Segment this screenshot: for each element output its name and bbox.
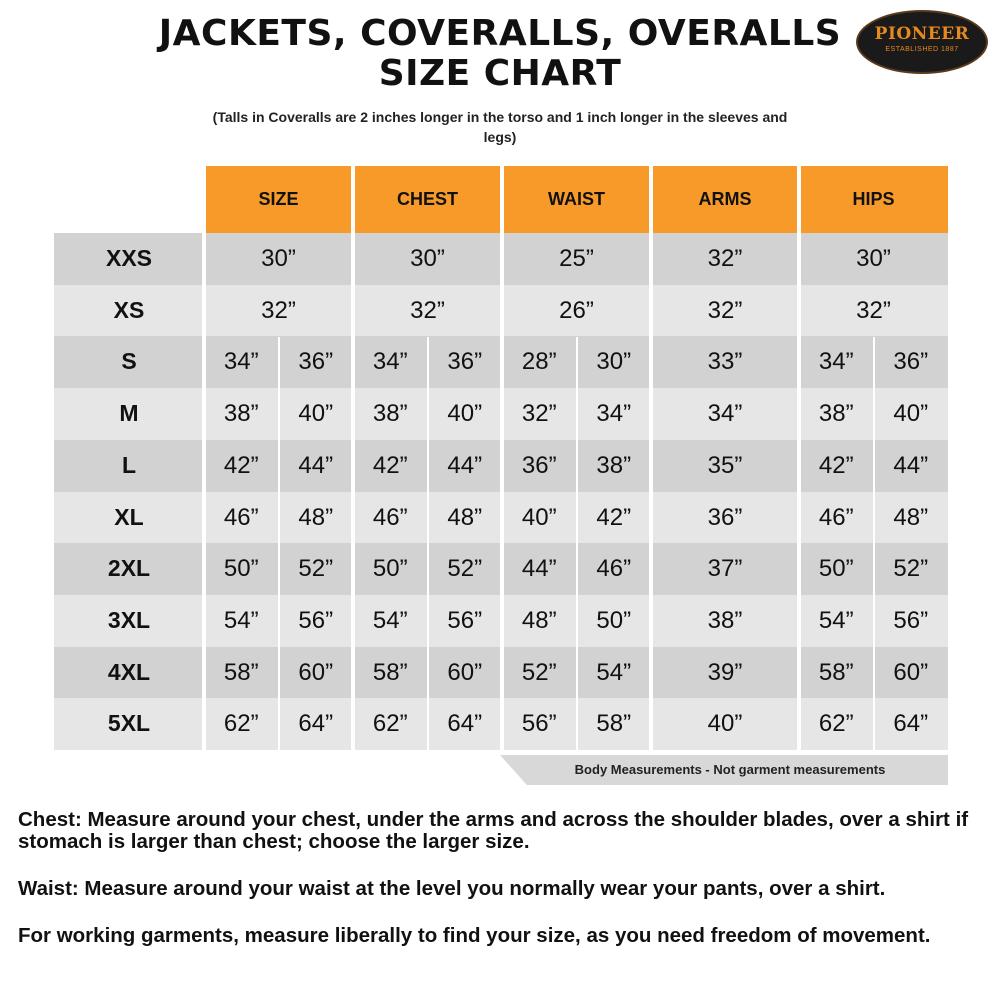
cell-chest: 38” — [372, 400, 408, 428]
cell-hips: 46” — [818, 503, 854, 531]
cell-waist: 44” — [521, 555, 557, 583]
cell-arms: 39” — [707, 658, 743, 686]
cell-waist: 28” — [521, 348, 557, 376]
subcolumn-divider — [576, 337, 578, 750]
row-label-xs: XS — [113, 296, 145, 323]
cell-size: 64” — [298, 710, 334, 738]
cell-chest: 46” — [372, 503, 408, 531]
cell-size: 60” — [298, 658, 334, 686]
cell-arms: 32” — [707, 245, 743, 272]
cell-hips: 64” — [893, 710, 929, 738]
cell-hips: 42” — [818, 451, 854, 479]
cell-size: 30” — [261, 245, 296, 272]
column-divider — [500, 166, 504, 750]
cell-size: 38” — [223, 400, 259, 428]
cell-waist: 52” — [521, 658, 557, 686]
chest-instructions: Chest: Measure around your chest, under the arms and across the shoulder blades, over a shirt if stomach is larger than chest; choose the larger size. — [18, 808, 969, 853]
cell-chest: 54” — [372, 606, 408, 634]
cell-size: 48” — [298, 503, 334, 531]
header-label-arms: ARMS — [698, 189, 752, 209]
cell-chest: 52” — [447, 555, 483, 583]
row-label-5xl: 5XL — [107, 710, 151, 737]
cell-hips: 62” — [818, 710, 854, 738]
row-label-2xl: 2XL — [107, 555, 151, 582]
cell-hips: 44” — [893, 451, 929, 479]
cell-chest: 42” — [372, 451, 408, 479]
cell-chest: 58” — [372, 658, 408, 686]
cell-size: 44” — [298, 451, 334, 479]
cell-arms: 38” — [707, 606, 743, 634]
cell-arms: 37” — [707, 555, 743, 583]
cell-hips: 40” — [893, 400, 929, 428]
column-divider — [797, 166, 801, 750]
cell-arms: 34” — [707, 400, 743, 428]
cell-waist: 26” — [559, 296, 594, 324]
cell-waist: 25” — [559, 245, 594, 272]
cell-size: 40” — [298, 400, 334, 428]
cell-waist: 30” — [596, 348, 632, 376]
cell-size: 52” — [298, 555, 334, 583]
talls-note: (Talls in Coveralls are 2 inches longer in the torso and 1 inch longer in the sleeves and legs) — [212, 109, 788, 145]
column-divider — [202, 166, 206, 750]
subcolumn-divider — [278, 337, 280, 750]
cell-waist: 54” — [596, 658, 632, 686]
cell-arms: 33” — [707, 348, 743, 376]
title-line-1: JACKETS, COVERALLS, OVERALLS — [158, 13, 842, 54]
column-divider — [351, 166, 355, 750]
cell-hips: 30” — [856, 245, 891, 272]
cell-chest: 34” — [372, 348, 408, 376]
cell-chest: 62” — [372, 710, 408, 738]
cell-waist: 46” — [596, 555, 632, 583]
header-label-waist: WAIST — [548, 189, 605, 209]
cell-chest: 48” — [447, 503, 483, 531]
subcolumn-divider — [427, 337, 429, 750]
cell-chest: 60” — [447, 658, 483, 686]
cell-hips: 36” — [893, 348, 929, 376]
cell-waist: 42” — [596, 503, 632, 531]
cell-arms: 32” — [707, 296, 743, 324]
cell-size: 56” — [298, 606, 334, 634]
cell-size: 42” — [223, 451, 259, 479]
subcolumn-divider — [873, 337, 875, 750]
column-divider — [649, 166, 653, 750]
cell-waist: 50” — [596, 606, 632, 634]
cell-chest: 30” — [410, 245, 445, 272]
cell-arms: 35” — [707, 451, 743, 479]
cell-size: 34” — [223, 348, 259, 376]
body-measurements-note: Body Measurements - Not garment measurements — [574, 762, 886, 777]
row-label-l: L — [121, 451, 137, 478]
cell-size: 46” — [223, 503, 259, 531]
cell-waist: 48” — [521, 606, 557, 634]
cell-waist: 40” — [521, 503, 557, 531]
cell-size: 50” — [223, 555, 259, 583]
row-label-4xl: 4XL — [107, 658, 151, 685]
page-title — [150, 14, 850, 94]
cell-hips: 38” — [818, 400, 854, 428]
cell-size: 58” — [223, 658, 259, 686]
logo-tagline: ESTABLISHED 1887 — [885, 46, 959, 53]
brand-logo — [856, 10, 988, 74]
cell-chest: 32” — [410, 296, 445, 324]
cell-chest: 40” — [447, 400, 483, 428]
cell-waist: 56” — [521, 710, 557, 738]
cell-chest: 36” — [447, 348, 483, 376]
cell-hips: 34” — [818, 348, 854, 376]
cell-chest: 50” — [372, 555, 408, 583]
row-label-xl: XL — [114, 503, 144, 530]
cell-chest: 56” — [447, 606, 483, 634]
row-label-m: M — [119, 400, 139, 427]
cell-arms: 40” — [707, 710, 743, 738]
general-instructions: For working garments, measure liberally to find your size, as you need freedom of movement. — [18, 924, 931, 947]
cell-hips: 48” — [893, 503, 929, 531]
row-label-s: S — [121, 348, 137, 375]
cell-waist: 36” — [521, 451, 557, 479]
cell-size: 32” — [261, 296, 296, 324]
cell-hips: 32” — [856, 296, 891, 324]
cell-waist: 58” — [596, 710, 632, 738]
header-label-chest: CHEST — [396, 189, 458, 209]
cell-arms: 36” — [707, 503, 743, 531]
title-line-2: SIZE CHART — [378, 53, 622, 94]
waist-instructions: Waist: Measure around your waist at the level you normally wear your pants, over a shirt. — [18, 877, 886, 900]
cell-waist: 32” — [521, 400, 557, 428]
cell-hips: 56” — [893, 606, 929, 634]
cell-hips: 60” — [893, 658, 929, 686]
cell-hips: 58” — [818, 658, 854, 686]
logo-wordmark: PIONEER — [874, 24, 970, 44]
cell-chest: 44” — [447, 451, 483, 479]
cell-hips: 50” — [818, 555, 854, 583]
cell-size: 36” — [298, 348, 334, 376]
header-label-size: SIZE — [258, 189, 299, 209]
cell-chest: 64” — [447, 710, 483, 738]
cell-waist: 34” — [596, 400, 632, 428]
cell-waist: 38” — [596, 451, 632, 479]
row-label-xxs: XXS — [105, 245, 153, 271]
cell-hips: 54” — [818, 606, 854, 634]
header-label-hips: HIPS — [852, 189, 895, 209]
cell-hips: 52” — [893, 555, 929, 583]
cell-size: 54” — [223, 606, 259, 634]
cell-size: 62” — [223, 710, 259, 738]
row-label-3xl: 3XL — [107, 606, 151, 633]
